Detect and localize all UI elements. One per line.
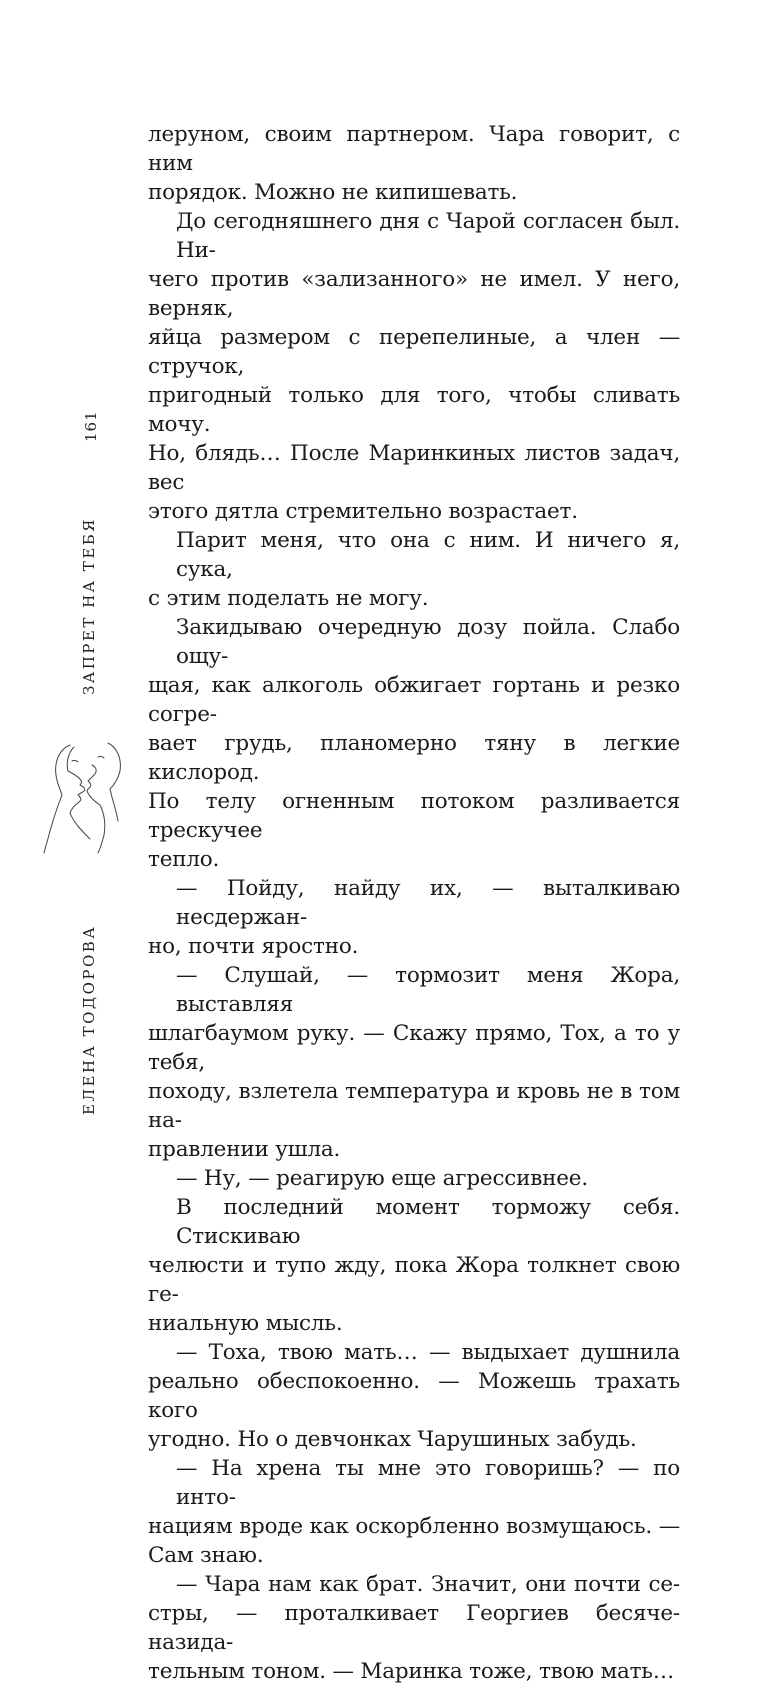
paragraph — [148, 526, 680, 613]
paragraph — [148, 961, 680, 1164]
text-line: тельным тоном. — Маринка тоже, твою мать… — [148, 1659, 675, 1684]
author-name: ЕЛЕНА ТОДОРОВА — [80, 924, 98, 1115]
text-line: До сегодняшнего дня с Чарой согласен был. Ни- — [176, 209, 680, 263]
text-line: щая, как алкоголь обжигает гортань и резко согре- — [148, 673, 680, 727]
paragraph — [148, 120, 680, 207]
text-line: челюсти и тупо жду, пока Жора толкнет свою ге- — [148, 1253, 680, 1307]
text-line: но, почти яростно. — [148, 934, 359, 959]
text-line: леруном, своим партнером. Чара говорит, с ним — [148, 122, 680, 176]
text-line: чего против «зализанного» не имел. У него, верняк, — [148, 267, 680, 321]
text-line: Закидываю очередную дозу пойла. Слабо ощу- — [176, 615, 680, 669]
book-title: ЗАПРЕТ НА ТЕБЯ — [80, 517, 98, 695]
text-line: яйца размером с перепелиные, а член — стручок, — [148, 325, 680, 379]
text-line: Парит меня, что она с ним. И ничего я, сука, — [176, 528, 680, 582]
text-line: — Пойду, найду их, — выталкиваю несдержан- — [176, 876, 680, 930]
text-line: угодно. Но о девчонках Чарушиных забудь. — [148, 1427, 637, 1452]
kissing-couple-line-drawing-icon — [30, 735, 140, 855]
text-line: Сам знаю. — [148, 1543, 264, 1568]
body-text — [148, 120, 680, 1686]
text-line: тепло. — [148, 847, 220, 872]
text-line: — Тоха, твою мать… — выдыхает душнила — [176, 1340, 680, 1365]
paragraph — [148, 874, 680, 961]
text-line: этого дятла стремительно возрастает. — [148, 499, 578, 524]
paragraph — [148, 613, 680, 874]
text-line: реально обеспокоенно. — Можешь трахать кого — [148, 1369, 680, 1423]
paragraph — [148, 1338, 680, 1454]
text-line: Но, блядь… После Маринкиных листов задач, вес — [148, 441, 680, 495]
text-line: В последний момент торможу себя. Стискиваю — [176, 1195, 680, 1249]
text-line: походу, взлетела температура и кровь не в том на- — [148, 1079, 680, 1133]
text-line: с этим поделать не могу. — [148, 586, 429, 611]
page-number: 161 — [82, 410, 100, 442]
text-line: стры, — проталкивает Георгиев бесяче-назида- — [148, 1601, 680, 1655]
text-line: порядок. Можно не кипишевать. — [148, 180, 518, 205]
text-line: нациям вроде как оскорбленно возмущаюсь. — — [148, 1514, 680, 1539]
text-line: ниальную мысль. — [148, 1311, 343, 1336]
paragraph — [148, 1454, 680, 1570]
paragraph — [148, 1164, 680, 1193]
paragraph — [148, 207, 680, 526]
text-line: — Слушай, — тормозит меня Жора, выставляя — [176, 963, 680, 1017]
paragraph — [148, 1193, 680, 1338]
text-line: шлагбаумом руку. — Скажу прямо, Тох, а то у тебя, — [148, 1021, 680, 1075]
text-line: правлении ушла. — [148, 1137, 341, 1162]
text-line: пригодный только для того, чтобы сливать мочу. — [148, 383, 680, 437]
text-line: По телу огненным потоком разливается трескучее — [148, 789, 680, 843]
text-line: вает грудь, планомерно тяну в легкие кислород. — [148, 731, 680, 785]
text-line: — На хрена ты мне это говоришь? — по инто- — [176, 1456, 680, 1510]
text-line: — Ну, — реагирую еще агрессивнее. — [176, 1166, 588, 1191]
paragraph — [148, 1570, 680, 1686]
text-line: — Чара нам как брат. Значит, они почти се- — [176, 1572, 680, 1597]
